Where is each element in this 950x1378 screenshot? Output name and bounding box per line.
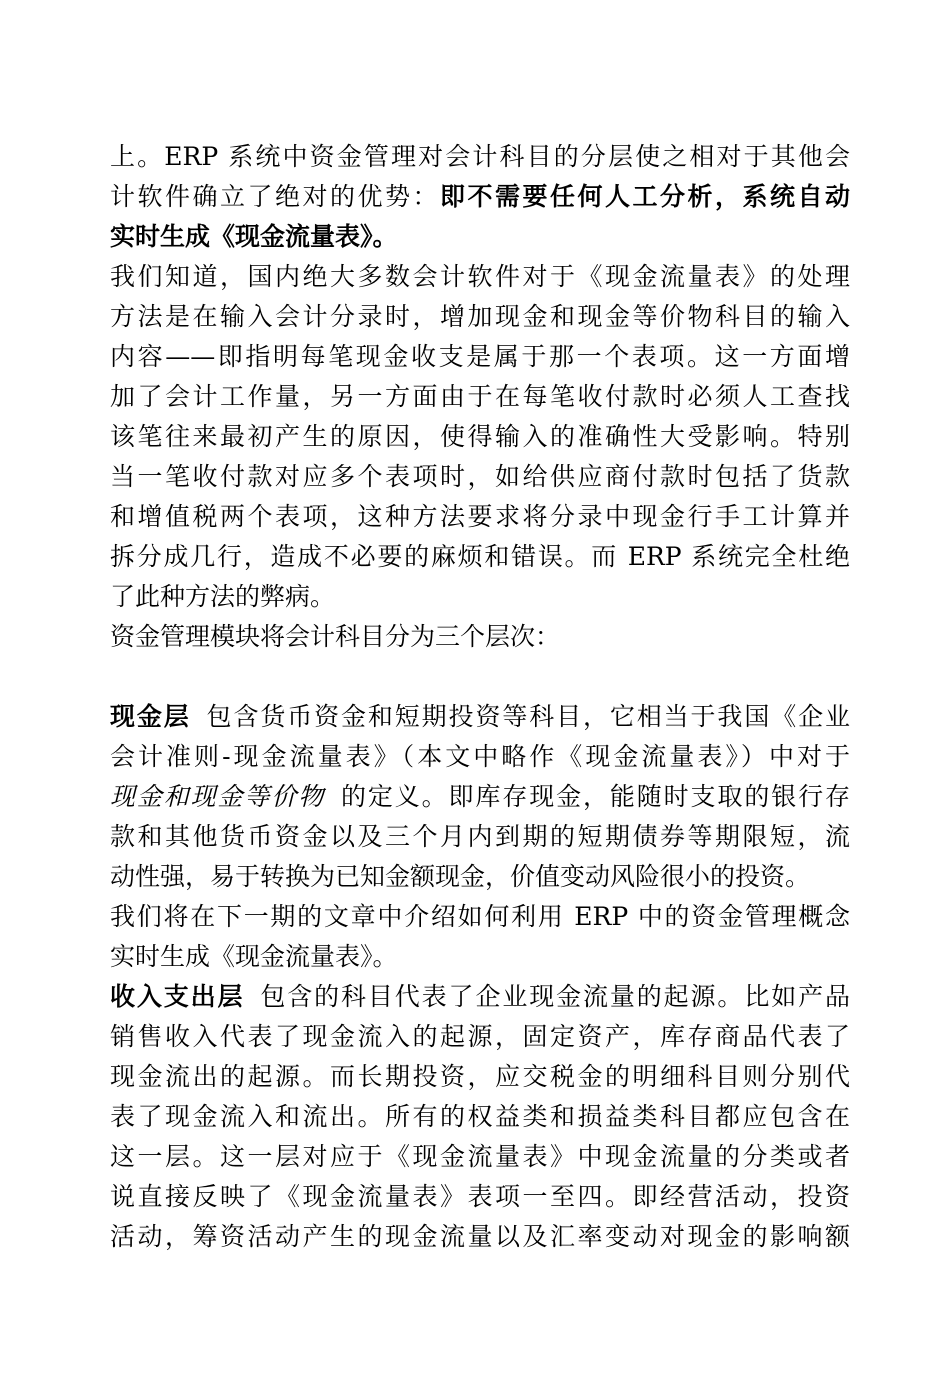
text-line: 销售收入代表了现金流入的起源，固定资产，库存商品代表了 [110,1022,850,1051]
section-term: 收入支出层 [110,982,245,1011]
text-line [110,777,850,817]
text-line: 现金流出的起源。而长期投资，应交税金的明细科目则分别代 [110,1062,850,1091]
text-line: 拆分成几行，造成不必要的麻烦和错误。而 ERP 系统完全杜绝 [110,542,850,571]
text-line: 实时生成《现金流量表》。 [110,942,398,971]
text-line [110,697,850,737]
text-line [110,977,850,1017]
text-line: 这一层。这一层对应于《现金流量表》中现金流量的分类或者 [110,1142,850,1171]
document-body [110,137,850,1257]
text-line: 上。ERP 系统中资金管理对会计科目的分层使之相对于其他会 [110,142,850,171]
text-line: 我们知道，国内绝大多数会计软件对于《现金流量表》的处理 [110,262,850,291]
text-line: 动性强，易于转换为已知金额现金，价值变动风险很小的投资。 [110,862,811,891]
text-line: 当一笔收付款对应多个表项时，如给供应商付款时包括了货款 [110,462,850,491]
text-span: 包含的科目代表了企业现金流量的起源。比如产品 [258,982,850,1011]
text-line: 和增值税两个表项，这种方法要求将分录中现金行手工计算并 [110,502,850,531]
text-line: 款和其他货币资金以及三个月内到期的短期债券等期限短，流 [110,822,850,851]
text-line: 说直接反映了《现金流量表》表项一至四。即经营活动，投资 [110,1182,850,1211]
text-line: 资金管理模块将会计科目分为三个层次： [110,622,561,651]
text-line: 该笔往来最初产生的原因，使得输入的准确性大受影响。特别 [110,422,850,451]
section-cash-level [110,697,850,977]
text-line: 方法是在输入会计分录时，增加现金和现金等价物科目的输入 [110,302,850,331]
italic-term: 现金和现金等价物 [110,782,326,811]
text-line: 加了会计工作量，另一方面由于在每笔收付款时必须人工查找 [110,382,850,411]
blank-line [110,657,850,697]
paragraph-other-software [110,257,850,617]
paragraph-three-levels [110,617,850,657]
text-line [110,217,850,257]
text-line: 我们将在下一期的文章中介绍如何利用 ERP 中的资金管理概念 [110,902,850,931]
bold-emphasis: 实时生成《现金流量表》。 [110,222,398,251]
section-income-expense-level [110,977,850,1257]
paragraph-erp-advantage [110,137,850,257]
text-span: 的定义。即库存现金，能随时支取的银行存 [339,782,850,811]
bold-emphasis: 即不需要任何人工分析，系统自动 [440,182,850,211]
text-line: 会计准则-现金流量表》（本文中略作《现金流量表》）中对于 [110,742,850,771]
text-line: 内容——即指明每笔现金收支是属于那一个表项。这一方面增 [110,342,850,371]
text-span: 计软件确立了绝对的优势： [110,182,440,211]
text-line: 了此种方法的弊病。 [110,582,336,611]
text-line [110,177,850,217]
text-span: 包含货币资金和短期投资等科目，它相当于我国《企业 [204,702,850,731]
section-term: 现金层 [110,702,191,731]
text-line: 活动，筹资活动产生的现金流量以及汇率变动对现金的影响额 [110,1222,850,1251]
text-line: 表了现金流入和流出。所有的权益类和损益类科目都应包含在 [110,1102,850,1131]
